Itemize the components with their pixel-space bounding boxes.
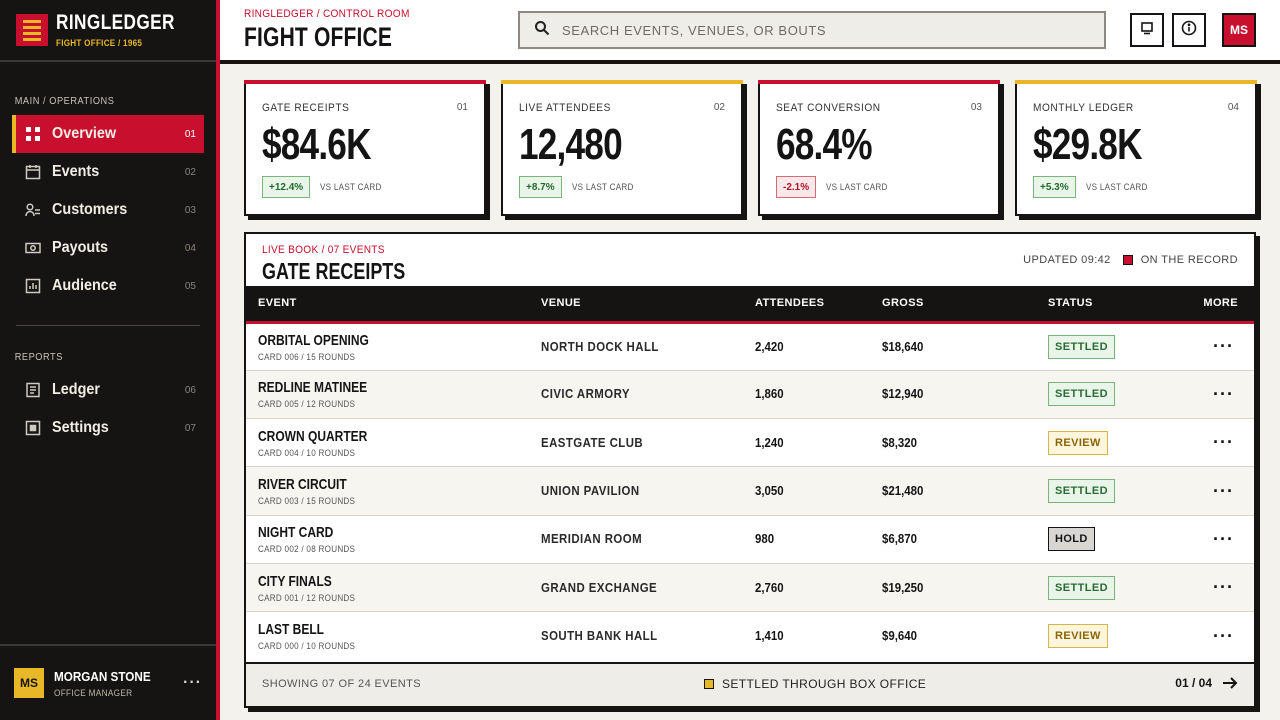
event-venue: EASTGATE CLUB xyxy=(541,434,644,450)
table-footer xyxy=(244,664,1256,708)
card-accent xyxy=(1015,80,1257,84)
sidebar-item-num: 06 xyxy=(184,384,196,396)
users-icon xyxy=(24,201,42,219)
sidebar-item-num: 01 xyxy=(184,128,196,140)
info-icon xyxy=(1181,20,1197,41)
event-card-info: CARD 006 / 15 ROUNDS xyxy=(258,351,356,362)
event-card-info: CARD 002 / 08 ROUNDS xyxy=(258,544,356,555)
search-icon xyxy=(534,20,550,41)
sidebar-item-overview[interactable] xyxy=(12,115,204,153)
search-bar[interactable] xyxy=(518,11,1106,49)
event-gross: $21,480 xyxy=(882,483,924,499)
event-attendees: 2,420 xyxy=(755,338,784,354)
sidebar-item-customers[interactable] xyxy=(12,191,204,229)
event-name: CITY FINALS xyxy=(258,572,332,590)
status-badge: REVIEW xyxy=(1048,431,1108,455)
table-header-row xyxy=(246,286,1254,322)
stat-delta: +5.3% xyxy=(1033,176,1076,198)
event-gross: $19,250 xyxy=(882,579,924,595)
event-gross: $18,640 xyxy=(882,338,924,354)
stacked-bars-logo-icon[interactable] xyxy=(16,14,48,46)
sidebar xyxy=(0,0,216,720)
record-indicator-icon xyxy=(1123,255,1133,265)
column-header-status[interactable]: STATUS xyxy=(1048,297,1093,310)
column-header-venue[interactable]: VENUE xyxy=(541,297,581,310)
sidebar-item-num: 04 xyxy=(184,242,196,254)
stat-value: 12,480 xyxy=(519,120,622,169)
sidebar-item-label: Customers xyxy=(52,201,128,218)
event-name: ORBITAL OPENING xyxy=(258,331,369,349)
event-name: RIVER CIRCUIT xyxy=(258,476,347,494)
sidebar-item-events[interactable] xyxy=(12,153,204,191)
table-row[interactable] xyxy=(246,467,1254,515)
event-attendees: 3,050 xyxy=(755,483,784,499)
sidebar-item-label: Ledger xyxy=(52,381,101,398)
card-accent xyxy=(244,80,486,84)
sidebar-item-label: Events xyxy=(52,163,100,180)
table-row[interactable] xyxy=(246,419,1254,467)
events-table xyxy=(246,286,1254,660)
event-name: REDLINE MATINEE xyxy=(258,379,368,397)
table-row[interactable] xyxy=(246,322,1254,370)
event-attendees: 1,240 xyxy=(755,434,784,450)
event-venue: NORTH DOCK HALL xyxy=(541,338,659,354)
status-badge: SETTLED xyxy=(1048,479,1115,503)
main-nav xyxy=(0,115,216,305)
sidebar-item-label: Payouts xyxy=(52,239,109,256)
sidebar-item-num: 02 xyxy=(184,166,196,178)
event-venue: MERIDIAN ROOM xyxy=(541,531,643,547)
search-input[interactable] xyxy=(562,23,1104,38)
page-indicator: 01 / 04 xyxy=(1175,676,1212,690)
sidebar-item-label: Settings xyxy=(52,419,109,436)
more-options-icon[interactable]: ··· xyxy=(1213,625,1234,646)
event-venue: SOUTH BANK HALL xyxy=(541,628,658,644)
brand-subtitle: FIGHT OFFICE / 1965 xyxy=(56,38,143,48)
more-options-icon[interactable]: ··· xyxy=(1213,480,1234,501)
stat-vs: VS LAST CARD xyxy=(572,182,634,192)
event-name: NIGHT CARD xyxy=(258,524,334,542)
event-attendees: 980 xyxy=(755,531,775,547)
status-badge: SETTLED xyxy=(1048,382,1115,406)
status-badge: REVIEW xyxy=(1048,624,1108,648)
arrow-right-icon[interactable] xyxy=(1222,676,1238,690)
updated-status xyxy=(1023,254,1238,266)
column-header-more: MORE xyxy=(1203,297,1238,310)
stat-value: 68.4% xyxy=(776,120,872,169)
breadcrumb[interactable]: RINGLEDGER / CONTROL ROOM xyxy=(244,8,410,20)
sidebar-item-payouts[interactable] xyxy=(12,229,204,267)
stat-label: MONTHLY LEDGER xyxy=(1033,102,1134,114)
event-attendees: 2,760 xyxy=(755,579,784,595)
bar-chart-icon xyxy=(24,277,42,295)
top-header xyxy=(220,0,1280,64)
page-title: FIGHT OFFICE xyxy=(244,22,393,52)
table-row[interactable] xyxy=(246,515,1254,563)
updated-time: UPDATED 09:42 xyxy=(1023,254,1111,266)
stat-vs: VS LAST CARD xyxy=(826,182,888,192)
more-options-icon[interactable]: ··· xyxy=(183,674,202,691)
more-options-icon[interactable]: ··· xyxy=(1213,528,1234,549)
sidebar-item-audience[interactable] xyxy=(12,267,204,305)
legend-swatch-icon xyxy=(704,679,714,689)
stat-num: 04 xyxy=(1227,102,1239,113)
event-card-info: CARD 000 / 10 ROUNDS xyxy=(258,641,356,652)
brand xyxy=(0,0,216,62)
sidebar-item-ledger[interactable] xyxy=(12,371,204,409)
stat-label: SEAT CONVERSION xyxy=(776,102,881,114)
stat-card-monthly-ledger[interactable] xyxy=(1015,80,1257,216)
stat-num: 03 xyxy=(970,102,982,113)
event-venue: GRAND EXCHANGE xyxy=(541,579,658,595)
event-name: LAST BELL xyxy=(258,621,324,639)
event-card-info: CARD 005 / 12 ROUNDS xyxy=(258,399,356,410)
stat-delta: +12.4% xyxy=(262,176,310,198)
section-label-reports: REPORTS xyxy=(14,352,63,363)
section-label-main: MAIN / OPERATIONS xyxy=(14,96,115,107)
column-header-attendees[interactable]: ATTENDEES xyxy=(755,297,825,310)
monitor-icon xyxy=(1140,21,1154,40)
event-card-info: CARD 003 / 15 ROUNDS xyxy=(258,496,356,507)
avatar: MS xyxy=(14,668,44,698)
stat-vs: VS LAST CARD xyxy=(1086,182,1148,192)
column-header-gross[interactable]: GROSS xyxy=(882,297,924,310)
sidebar-item-settings[interactable] xyxy=(12,409,204,447)
sidebar-item-num: 07 xyxy=(184,422,196,434)
event-gross: $12,940 xyxy=(882,386,924,402)
legend-label: SETTLED THROUGH BOX OFFICE xyxy=(722,677,927,691)
table-row[interactable] xyxy=(246,563,1254,611)
table-row[interactable] xyxy=(246,612,1254,660)
sidebar-item-num: 05 xyxy=(184,280,196,292)
avatar[interactable]: MS xyxy=(1222,13,1256,47)
gate-receipts-panel xyxy=(244,232,1256,664)
reports-nav xyxy=(0,371,216,447)
display-button[interactable] xyxy=(1130,13,1164,47)
panel-title: GATE RECEIPTS xyxy=(262,258,406,284)
status-badge: SETTLED xyxy=(1048,335,1115,359)
stat-delta: -2.1% xyxy=(776,176,816,198)
pagination xyxy=(1175,676,1238,690)
stat-delta: +8.7% xyxy=(519,176,562,198)
stat-label: GATE RECEIPTS xyxy=(262,102,350,114)
sidebar-item-num: 03 xyxy=(184,204,196,216)
stat-card-seat-conversion[interactable] xyxy=(758,80,1000,216)
showing-count: SHOWING 07 OF 24 EVENTS xyxy=(262,678,421,690)
stat-label: LIVE ATTENDEES xyxy=(519,102,611,114)
table-row[interactable] xyxy=(246,370,1254,418)
sidebar-edge xyxy=(216,0,220,720)
event-card-info: CARD 004 / 10 ROUNDS xyxy=(258,447,356,458)
more-options-icon[interactable]: ··· xyxy=(1213,383,1234,404)
event-gross: $8,320 xyxy=(882,434,917,450)
sidebar-item-label: Overview xyxy=(52,125,117,142)
card-accent xyxy=(501,80,743,84)
settings-icon xyxy=(24,419,42,437)
stat-card-gate-receipts[interactable] xyxy=(244,80,486,216)
sidebar-item-label: Audience xyxy=(52,277,117,294)
stat-num: 02 xyxy=(713,102,725,113)
stat-value: $84.6K xyxy=(262,120,371,169)
calendar-icon xyxy=(24,163,42,181)
column-header-event[interactable]: EVENT xyxy=(258,297,297,310)
sidebar-divider xyxy=(16,325,200,326)
status-badge: SETTLED xyxy=(1048,576,1115,600)
more-options-icon[interactable]: ··· xyxy=(1213,336,1234,357)
event-venue: UNION PAVILION xyxy=(541,483,640,499)
document-icon xyxy=(24,381,42,399)
card-accent xyxy=(758,80,1000,84)
record-label: ON THE RECORD xyxy=(1140,254,1238,266)
user-profile[interactable] xyxy=(0,644,216,720)
stat-vs: VS LAST CARD xyxy=(320,182,382,192)
grid-icon xyxy=(24,125,42,143)
panel-breadcrumb: LIVE BOOK / 07 EVENTS xyxy=(262,244,385,256)
cash-icon xyxy=(24,239,42,257)
event-gross: $6,870 xyxy=(882,531,917,547)
stat-card-live-attendees[interactable] xyxy=(501,80,743,216)
info-button[interactable] xyxy=(1172,13,1206,47)
legend xyxy=(704,677,926,691)
user-role: OFFICE MANAGER xyxy=(54,687,133,698)
stat-num: 01 xyxy=(456,102,468,113)
event-attendees: 1,860 xyxy=(755,386,784,402)
status-badge: HOLD xyxy=(1048,527,1095,551)
event-name: CROWN QUARTER xyxy=(258,427,368,445)
brand-title: RINGLEDGER xyxy=(56,11,175,34)
event-venue: CIVIC ARMORY xyxy=(541,386,630,402)
user-name: MORGAN STONE xyxy=(54,668,151,684)
more-options-icon[interactable]: ··· xyxy=(1213,577,1234,598)
event-card-info: CARD 001 / 12 ROUNDS xyxy=(258,592,356,603)
event-gross: $9,640 xyxy=(882,628,917,644)
stat-value: $29.8K xyxy=(1033,120,1142,169)
event-attendees: 1,410 xyxy=(755,628,784,644)
more-options-icon[interactable]: ··· xyxy=(1213,432,1234,453)
